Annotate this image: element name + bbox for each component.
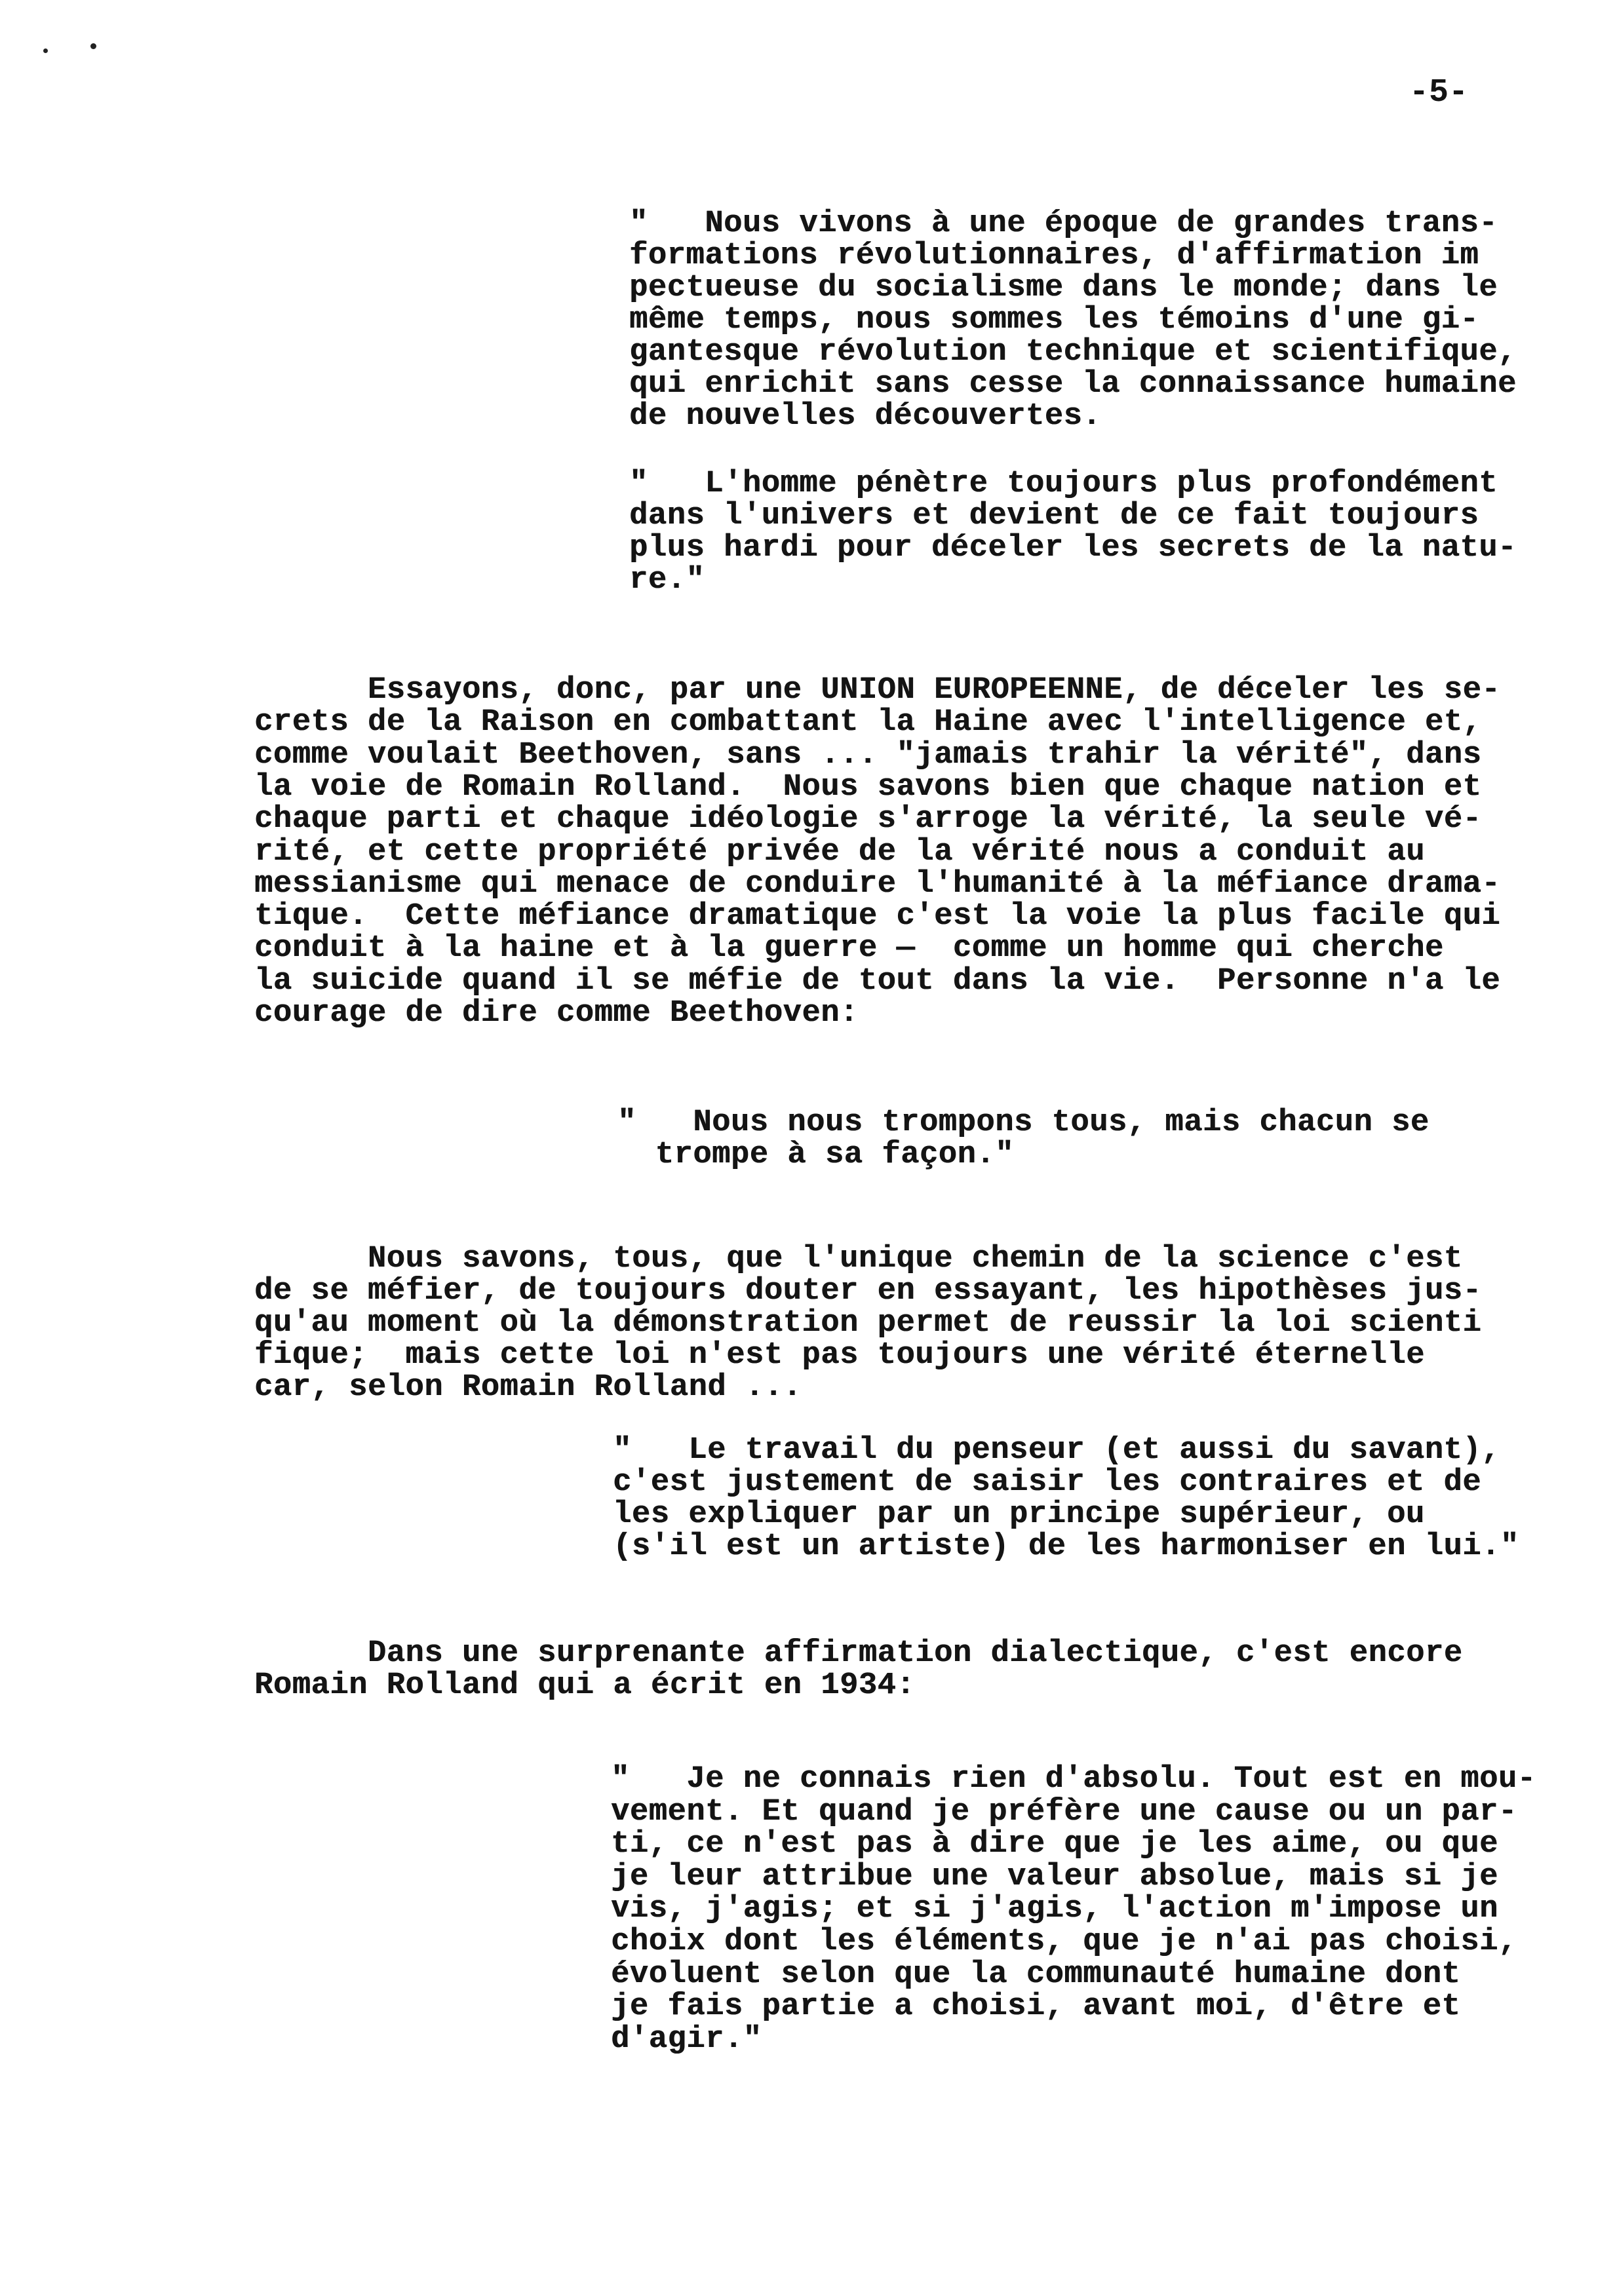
text-line: crets de la Raison en combattant la Haine avec l'intelligence et, <box>254 705 1482 740</box>
text-line: de se méfier, de toujours douter en essayant, les hipothèses jus- <box>254 1274 1482 1309</box>
text-line: pectueuse du socialisme dans le monde; dans le <box>629 271 1498 305</box>
text-line: " Nous nous trompons tous, mais chacun se <box>617 1105 1430 1140</box>
text-line: chaque parti et chaque idéologie s'arroge la vérité, la seule vé- <box>254 802 1482 837</box>
text-line: " Je ne connais rien d'absolu. Tout est en mou- <box>611 1762 1536 1797</box>
text-line: rité, et cette propriété privée de la vérité nous a conduit au <box>254 834 1425 870</box>
text-line: même temps, nous sommes les témoins d'une gi- <box>629 303 1479 337</box>
text-line: choix dont les éléments, que je n'ai pas choisi, <box>611 1924 1517 1959</box>
text-line: messianisme qui menace de conduire l'humanité à la méfiance drama- <box>254 866 1501 902</box>
text-line: évoluent selon que la communauté humaine dont <box>611 1957 1461 1992</box>
text-line: gantesque révolution technique et scientifique, <box>629 335 1517 370</box>
text-line: la voie de Romain Rolland. Nous savons bien que chaque nation et <box>254 769 1482 805</box>
text-line: car, selon Romain Rolland ... <box>254 1370 802 1405</box>
text-line: Nous savons, tous, que l'unique chemin de la science c'est <box>254 1242 1463 1276</box>
text-line: les expliquer par un principe supérieur, ou <box>613 1497 1425 1532</box>
text-line: " L'homme pénètre toujours plus profondément <box>629 467 1498 501</box>
text-line: qu'au moment où la démonstration permet de reussir la loi scienti <box>254 1306 1482 1341</box>
text-line: de nouvelles découvertes. <box>629 399 1102 434</box>
text-line: trompe à sa façon." <box>617 1138 1014 1172</box>
page-number: -5- <box>1409 74 1469 111</box>
text-line: ti, ce n'est pas à dire que je les aime, ou que <box>611 1827 1498 1862</box>
text-line: tique. Cette méfiance dramatique c'est la voie la plus facile qui <box>254 899 1501 934</box>
text-line: la suicide quand il se méfie de tout dans la vie. Personne n'a le <box>254 963 1501 999</box>
text-line: qui enrichit sans cesse la connaissance humaine <box>629 367 1517 402</box>
text-line: fique; mais cette loi n'est pas toujours une vérité éternelle <box>254 1338 1425 1373</box>
text-line: Dans une surprenante affirmation dialectique, c'est encore <box>254 1636 1463 1671</box>
text-line: c'est justement de saisir les contraires et de <box>613 1465 1482 1500</box>
text-line: Romain Rolland qui a écrit en 1934: <box>254 1668 916 1703</box>
text-line: je leur attribue une valeur absolue, mais si je <box>611 1859 1498 1894</box>
text-line: " Le travail du penseur (et aussi du savant), <box>613 1433 1500 1468</box>
scan-mark <box>90 43 96 49</box>
text-line: vis, j'agis; et si j'agis, l'action m'impose un <box>611 1892 1498 1927</box>
text-line: vement. Et quand je préfère une cause ou un par- <box>611 1794 1517 1829</box>
text-line: je fais partie a choisi, avant moi, d'être et <box>611 1989 1461 2025</box>
text-line: courage de dire comme Beethoven: <box>254 996 859 1031</box>
text-line: d'agir." <box>611 2021 762 2057</box>
scan-mark <box>43 48 48 53</box>
text-line: formations révolutionnaires, d'affirmation im <box>629 239 1479 273</box>
text-line: dans l'univers et devient de ce fait toujours <box>629 499 1479 533</box>
text-line: re." <box>629 563 705 598</box>
text-line: (s'il est un artiste) de les harmoniser en lui." <box>613 1529 1519 1564</box>
text-line: Essayons, donc, par une UNION EUROPEENNE, de déceler les se- <box>254 673 1501 708</box>
text-line: comme voulait Beethoven, sans ... "jamais trahir la vérité", dans <box>254 737 1482 773</box>
text-line: " Nous vivons à une époque de grandes trans- <box>629 206 1498 241</box>
text-line: conduit à la haine et à la guerre — comme un homme qui cherche <box>254 931 1444 966</box>
text-line: plus hardi pour déceler les secrets de la natu- <box>629 531 1517 565</box>
